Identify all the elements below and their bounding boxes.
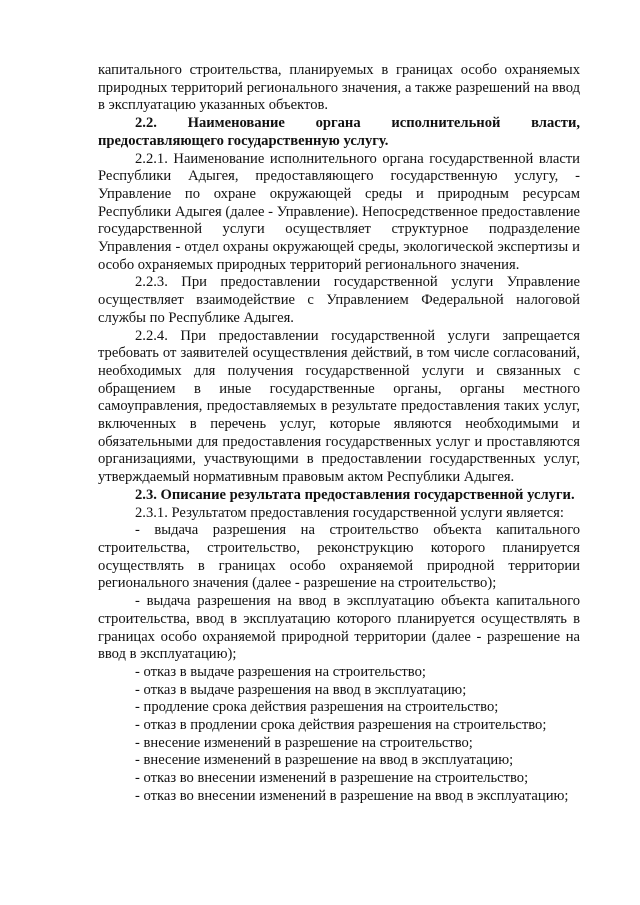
section-2-3-heading: 2.3. Описание результата предоставления государственной услуги.: [135, 486, 575, 503]
result-item: - отказ в выдаче разрешения на ввод в эксплуатацию;: [135, 681, 467, 698]
result-item: - внесение изменений в разрешение на ввод в эксплуатацию;: [135, 752, 514, 769]
result-item: - отказ во внесении изменений в разрешение на ввод в эксплуатацию;: [135, 787, 569, 804]
result-item: - отказ в выдаче разрешения на строительство;: [135, 663, 426, 680]
paragraph-2-2-3: 2.2.3. При предоставлении государственной услуги Управление осуществляет взаимодействие с Управлением Федеральной налоговой службы по Республике Адыгея.: [98, 274, 580, 326]
result-item: - продление срока действия разрешения на строительство;: [135, 699, 499, 716]
intro-paragraph: капитального строительства, планируемых в границах особо охраняемых природных территорий регионального значения, а также разрешений на ввод в эксплуатацию указанных объектов.: [98, 62, 580, 114]
paragraph-2-2-4: 2.2.4. При предоставлении государственной услуги запрещается требовать от заявителей осуществления действий, в том числе согласований, необходимых для получения государственной услуги и связанных с обращением в иные государственные органы, органы местного самоуправления, предоставляемых в результате предоставления таких услуг, включенных в перечень услуг, которые являются необходимыми и обязательными для предоставления государственных услуг и проставляются организациями, участвующими в предоставлении государственных услуг, утверждаемый нормативным правовым актом Республики Адыгея.: [98, 327, 580, 486]
section-2-2-heading: 2.2. Наименование органа исполнительной власти, предоставляющего государственную услугу.: [98, 115, 580, 149]
paragraph-2-3-1: 2.3.1. Результатом предоставления государственной услуги является:: [135, 504, 564, 521]
document-body: [98, 62, 580, 806]
result-item: - отказ во внесении изменений в разрешение на строительство;: [135, 770, 529, 787]
result-item: - выдача разрешения на строительство объекта капитального строительства, строительство, реконструкцию которого планируется осуществлять в границах особо охраняемой природной территории регионального значения (далее - разрешение на строительство);: [98, 522, 580, 592]
result-item: - выдача разрешения на ввод в эксплуатацию объекта капитального строительства, ввод в эксплуатацию которого планируется осуществлять в границах особо охраняемой природной территории (далее - разрешение на ввод в эксплуатацию);: [98, 593, 580, 663]
result-item: - внесение изменений в разрешение на строительство;: [135, 734, 473, 751]
result-item: - отказ в продлении срока действия разрешения на строительство;: [135, 717, 547, 734]
paragraph-2-2-1: 2.2.1. Наименование исполнительного органа государственной власти Республики Адыгея, предоставляющего государственную услугу, - Управление по охране окружающей среды и природным ресурсам Республики Адыгея (далее - Управление). Непосредственное предоставление государственной услуги осуществляет структурное подразделение Управления - отдел охраны окружающей среды, экологической экспертизы и особо охраняемых природных территорий регионального значения.: [98, 150, 580, 273]
